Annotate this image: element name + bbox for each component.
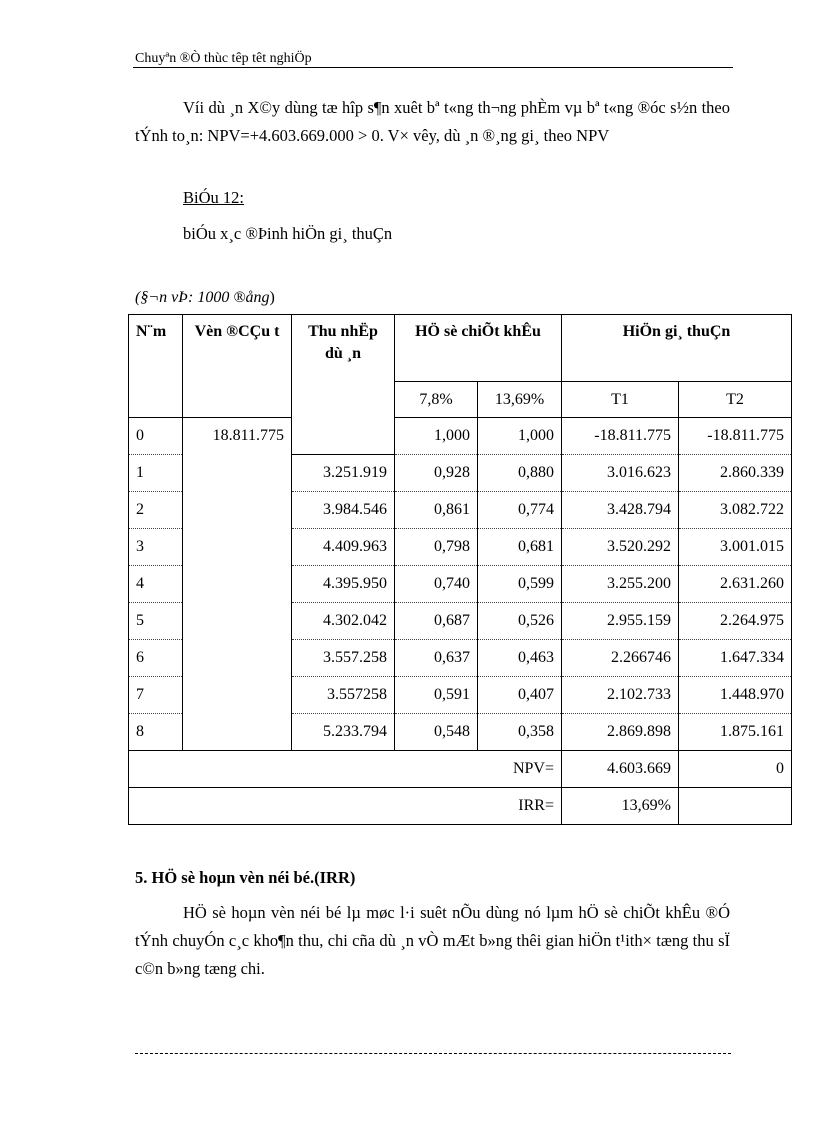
cell-von: [183, 529, 292, 566]
cell-nam: 3: [129, 529, 183, 566]
cell-thu: 3.557.258: [292, 640, 395, 677]
cell-nam: 4: [129, 566, 183, 603]
cell-t2: 1.647.334: [679, 640, 792, 677]
cell-thu: 5.233.794: [292, 714, 395, 751]
section-heading: 5. HÖ sè hoµn vèn néi bé.(IRR): [135, 868, 356, 887]
col-header-thu-nhap: Thu nhËp dù ¸n: [292, 315, 395, 418]
header-rule: [133, 67, 733, 68]
cell-nam: 1: [129, 455, 183, 492]
cell-nam: 2: [129, 492, 183, 529]
cell-hs2: 0,407: [478, 677, 562, 714]
cell-von: [183, 492, 292, 529]
cell-t1: 3.255.200: [562, 566, 679, 603]
npv-t1: 4.603.669: [562, 751, 679, 788]
cell-hs2: 0,880: [478, 455, 562, 492]
cell-thu: 4.409.963: [292, 529, 395, 566]
npv-label: NPV=: [129, 751, 562, 788]
cell-thu: 3.251.919: [292, 455, 395, 492]
cell-t1: 3.520.292: [562, 529, 679, 566]
cell-hs1: 0,798: [395, 529, 478, 566]
closing-paragraph: [135, 899, 730, 983]
cell-t2: 3.082.722: [679, 492, 792, 529]
cell-hs2: 0,599: [478, 566, 562, 603]
cell-hs1: 0,687: [395, 603, 478, 640]
cell-t1: 2.102.733: [562, 677, 679, 714]
cell-von: 18.811.775: [183, 418, 292, 455]
cell-von: [183, 677, 292, 714]
cell-thu: 4.302.042: [292, 603, 395, 640]
cell-hs2: 0,526: [478, 603, 562, 640]
intro-paragraph: [135, 94, 730, 150]
page-header: Chuyªn ®Ò thùc têp têt nghiÖp: [135, 51, 312, 66]
cell-t2: 2.631.260: [679, 566, 792, 603]
col-header-rate2: 13,69%: [478, 382, 562, 418]
cell-von: [183, 640, 292, 677]
footer-rule: [135, 1053, 731, 1054]
cell-t2: 2.860.339: [679, 455, 792, 492]
col-header-he-so: HÖ sè chiÕt khÊu: [395, 315, 562, 382]
cell-hs2: 1,000: [478, 418, 562, 455]
cell-thu: 4.395.950: [292, 566, 395, 603]
cell-von: [183, 714, 292, 751]
closing-text: HÖ sè hoµn vèn néi bé lµ møc l·i suêt nÕu dùng nó lµm hÖ sè chiÕt khÊu ®Ó tÝnh chuyÓn c¸c kho¶n thu, chi cña dù ¸n vÒ mÆt b»ng thêi gian hiÖn t¹ith× tæng thu sÏ c©n b»ng tæng chi.: [135, 903, 730, 978]
cell-hs1: 0,548: [395, 714, 478, 751]
intro-text: Víi dù ¸n X©y dùng tæ hîp s¶n xuêt bª t«ng th¬ng phÈm vµ bª t«ng ®óc s½n theo tÝnh to¸n: NPV=+4.603.669.000 > 0. V× vêy, dù ¸n ®¸ng gi¸ theo NPV: [135, 98, 730, 145]
col-header-rate1: 7,8%: [395, 382, 478, 418]
unit-note: [135, 289, 275, 307]
table-row: [129, 566, 792, 603]
table-row: [129, 529, 792, 566]
cell-hs1: 0,928: [395, 455, 478, 492]
cell-hs1: 1,000: [395, 418, 478, 455]
cell-thu: 3.984.546: [292, 492, 395, 529]
cell-t2: 3.001.015: [679, 529, 792, 566]
cell-hs1: 0,591: [395, 677, 478, 714]
table-row: [129, 492, 792, 529]
table-row: [129, 418, 792, 455]
cell-nam: 0: [129, 418, 183, 455]
cell-nam: 8: [129, 714, 183, 751]
table-body: [129, 418, 792, 751]
cell-hs1: 0,861: [395, 492, 478, 529]
cell-von: [183, 603, 292, 640]
cell-t2: -18.811.775: [679, 418, 792, 455]
cell-hs2: 0,463: [478, 640, 562, 677]
cell-von: [183, 455, 292, 492]
chart-title: biÓu x¸c ®Þinh hiÖn gi¸ thuÇn: [183, 224, 393, 243]
table-row: [129, 714, 792, 751]
cell-t1: 2.955.159: [562, 603, 679, 640]
col-header-t1: T1: [562, 382, 679, 418]
table-row: [129, 603, 792, 640]
table-row: [129, 640, 792, 677]
cell-hs1: 0,740: [395, 566, 478, 603]
chart-label: BiÓu 12:: [183, 188, 244, 207]
col-header-t2: T2: [679, 382, 792, 418]
cell-hs2: 0,681: [478, 529, 562, 566]
col-header-von: Vèn ®CÇu t: [183, 315, 292, 418]
cell-t1: -18.811.775: [562, 418, 679, 455]
cell-thu: [292, 418, 395, 455]
cell-nam: 6: [129, 640, 183, 677]
cell-t2: 2.264.975: [679, 603, 792, 640]
irr-t2: [679, 788, 792, 825]
cell-t1: 3.428.794: [562, 492, 679, 529]
cell-nam: 5: [129, 603, 183, 640]
col-header-nam: N¨m: [129, 315, 183, 418]
irr-label: IRR=: [129, 788, 562, 825]
cell-hs1: 0,637: [395, 640, 478, 677]
cell-t2: 1.448.970: [679, 677, 792, 714]
cell-t1: 2.869.898: [562, 714, 679, 751]
unit-text: (§¬n vÞ: 1000 ®ång: [135, 289, 270, 306]
unit-close: ): [269, 289, 275, 306]
cell-hs2: 0,774: [478, 492, 562, 529]
table-row: [129, 455, 792, 492]
cell-thu: 3.557258: [292, 677, 395, 714]
cell-t2: 1.875.161: [679, 714, 792, 751]
cell-von: [183, 566, 292, 603]
cell-hs2: 0,358: [478, 714, 562, 751]
cell-nam: 7: [129, 677, 183, 714]
npv-t2: 0: [679, 751, 792, 788]
col-header-hien-gia: HiÖn gi¸ thuÇn: [562, 315, 792, 382]
table-row: [129, 677, 792, 714]
cell-t1: 3.016.623: [562, 455, 679, 492]
cell-t1: 2.266746: [562, 640, 679, 677]
present-value-table: [128, 314, 792, 825]
irr-t1: 13,69%: [562, 788, 679, 825]
